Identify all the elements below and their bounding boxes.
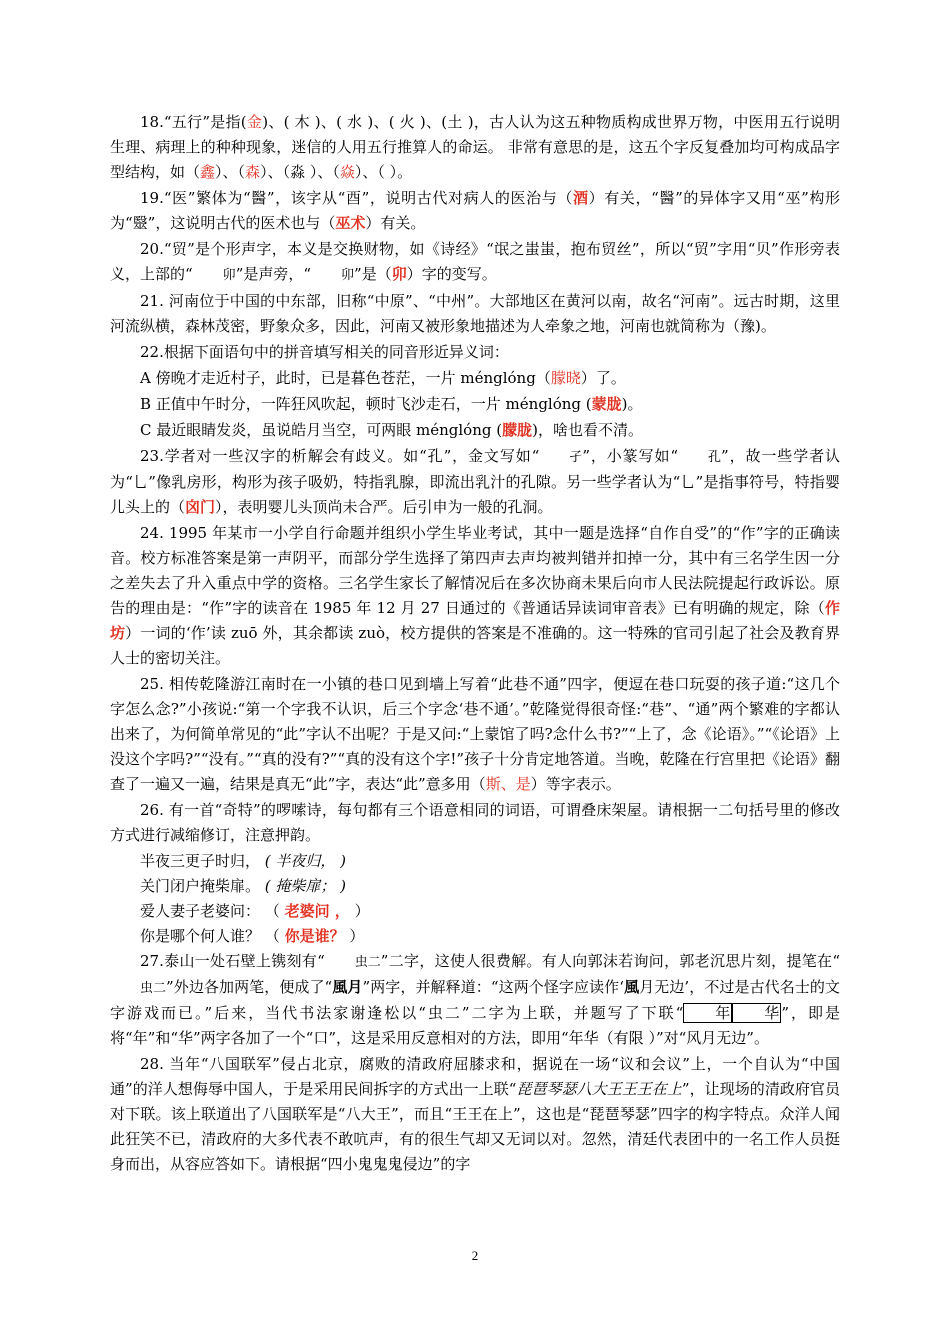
answer-26-3: 老婆问 ，: [284, 902, 350, 920]
answer-20: 卯: [391, 265, 407, 283]
answer-18-1: 金: [246, 113, 263, 131]
question-26-intro: 26. 有一首“奇特”的啰嗦诗，每句都有三个语意相同的词语，可谓叠床架屋。请根据一二句括号里的修改方式进行减缩修订，注意押韵。: [110, 801, 840, 844]
page-number: 2: [471, 1248, 479, 1263]
answer-22-c: 朦胧: [502, 421, 533, 439]
question-22-b: B 正值中午时分，一阵狂风吹起，顿时飞沙走石，一片 ménglóng (蒙胧)。: [140, 395, 643, 413]
question-25: 25. 相传乾隆游江南时在一小镇的巷口见到墙上写着“此巷不通”四字，便逗在巷口玩耍的孩子道:“这几个字怎么念?”小孩说:“第一个字我不认识，后三个字念‘巷不通’。”乾隆觉得很奇怪:“巷”、“通”两个繁难的字都认出来了，为何简单常见的“此”字认不出呢？于是又问:“上蒙馆了吗?念什么书?”“上了，念《论语》。”“《论语》上没这个字吗?”“没有。”“真的没有?”“真的没有这个字!”孩子十分肯定地答道。当晚，乾隆在行宫里把《论语》翻查了一遍又一遍，结果是真无“此”字，表达“此”意多用（斯、是）等字表示。: [110, 675, 840, 793]
poem-line-2: 关门闭户掩柴扉。 ( 掩柴扉； ): [140, 877, 347, 895]
question-27: 27.泰山一处石壁上镌刻有“ 虫二”二字，这使人很费解。有人向郭沫若询问，郭老沉思片刻，提笔在“虫二”外边各加两笔，便成了“風月”两字，并解释道：“这两个怪字应读作‘風月无边’，不过是古代名士的文字游戏而已。”后来，当代书法家谢逢松以“虫二”二字为上联，并题写了下联“ 年 华 ”，即是将“年”和“华”两字各加了一个“口”，这是采用反意相对的方法，即用“年华（有限 ）”对“风月无边”。: [110, 952, 840, 1047]
question-23: 23.学者对一些汉字的析解会有歧义。如“孔”，金文写如“ 孑”，小篆写如“ 孔”，故一些学者认为“乚”像乳房形，构形为孩子吸奶，特指乳腺，即流出乳汁的孔隙。另一些学者认为“乚”是指事符号，特指婴儿头上的（囟门），表明婴儿头顶尚未合严。后引申为一般的孔洞。: [110, 447, 840, 516]
mao-variant-glyph: 卯: [222, 268, 236, 283]
seal-kong-glyph: 孔: [708, 450, 722, 465]
feng-bold: 風: [624, 978, 640, 996]
answer-25: 斯、是: [485, 775, 531, 793]
answer-18-4: 焱: [339, 163, 355, 181]
boxed-hua-glyph: 华: [732, 1003, 781, 1023]
poem-line-4: 你是哪个何人谁？ （ 你是谁？ ）: [140, 927, 365, 945]
chong-er-glyph: 虫二: [354, 955, 381, 970]
document-page: [110, 110, 840, 1178]
chong-er-glyph-2: 虫二: [140, 981, 167, 996]
feng-yue-bold: 風月: [332, 978, 363, 996]
answer-22-b: 蒙胧: [591, 395, 622, 413]
question-19: 19.“医”繁体为“醫”，该字从“酉”，说明古代对病人的医治与（酒）有关，“醫”的异体字又用“巫”构形为“毉”，这说明古代的医术也与（巫术）有关。: [110, 189, 840, 232]
question-20: 20.“贸”是个形声字，本义是交换财物，如《诗经》“氓之蚩蚩，抱布贸丝”，所以“贸”字用“贝”作形旁表义，上部的“ 卯”是声旁，“ 卯”是（卯）字的变写。: [110, 237, 840, 288]
bronze-kong-glyph: 孑: [569, 450, 583, 465]
question-18: 18.“五行”是指(金)、( 木 )、( 水 )、( 火 )、(土 )，古人认为这五种物质构成世界万物，中医用五行说明生理、病理上的种种现象，迷信的人用五行推算人的命运。 非常有意思的是，这五个字反复叠加均可构成品字型结构，如（鑫）、（森）、（淼 ）、（焱）、（ ）。: [110, 113, 840, 181]
answer-19-2: 巫术: [335, 214, 366, 232]
answer-23: 囟门: [185, 498, 216, 516]
question-22-a: A 傍晚才走近村子，此时，已是暮色苍茫，一片 ménglóng（朦晓）了。: [140, 369, 626, 387]
question-22-c: C 最近眼睛发炎，虽说皓月当空，可两眼 ménglóng (朦胧)，啥也看不清。: [140, 421, 643, 439]
answer-26-4: 你是谁？: [284, 927, 345, 945]
answer-24: 作坊: [110, 599, 840, 642]
question-24: 24. 1995 年某市一小学自行命题并组织小学生毕业考试，其中一题是选择“自作自受”的“作”字的正确读音。校方标准答案是第一声阴平，而部分学生选择了第四声去声均被判错并扣掉一分，其中有三名学生因一分之差失去了升入重点中学的资格。三名学生家长了解情况后在多次协商未果后向市人民法院提起行政诉讼。原告的理由是：“作”字的读音在 1985 年 12 月 27 日通过的《普通话异读词审音表》已有明确的规定，除（作坊）一词的‘作’读 zuō 外，其余都读 zuò，校方提供的答案是不准确的。这一特殊的官司引起了社会及教育界人士的密切关注。: [110, 524, 840, 667]
couplet-upper: 琵琶琴瑟八大王王王在上: [516, 1080, 682, 1098]
answer-18-3: 森: [245, 163, 261, 181]
poem-line-3: 爱人妻子老婆问： （ 老婆问 ， ）: [140, 902, 370, 920]
answer-18-2: 鑫: [200, 163, 216, 181]
question-21: 21. 河南位于中国的中东部，旧称“中原”、“中州”。大部地区在黄河以南，故名“河南”。远古时期，这里河流纵横，森林茂密，野象众多，因此，河南又被形象地描述为人牵象之地，河南也就简称为（豫)。: [110, 292, 840, 335]
answer-22-a: 朦晓: [550, 369, 581, 387]
question-22-intro: 22.根据下面语句中的拼音填写相关的同音形近异义词：: [140, 343, 509, 361]
question-28: 28. 当年“八国联军”侵占北京，腐败的清政府屈膝求和，据说在一场“议和会议”上，一个自认为“中国通”的洋人想侮辱中国人，于是采用民间拆字的方式出一上联“琵琶琴瑟八大王王王在上”，让现场的清政府官员对下联。该上联道出了八国联军是“八大王”，而且“王王在上”，这也是“琵琶琴瑟”四字的构字特点。众洋人闻此狂笑不已，清政府的大多代表不敢吭声，有的很生气却又无词以对。忽然，清廷代表团中的一名工作人员挺身而出，从容应答如下。请根据“四小鬼鬼鬼侵边”的字: [110, 1055, 840, 1173]
answer-19-1: 酒: [573, 189, 589, 207]
mao-variant-glyph-2: 卯: [341, 268, 355, 283]
boxed-nian-glyph: 年: [683, 1003, 732, 1023]
poem-line-1: 半夜三更子时归， ( 半夜归， ): [140, 852, 347, 870]
